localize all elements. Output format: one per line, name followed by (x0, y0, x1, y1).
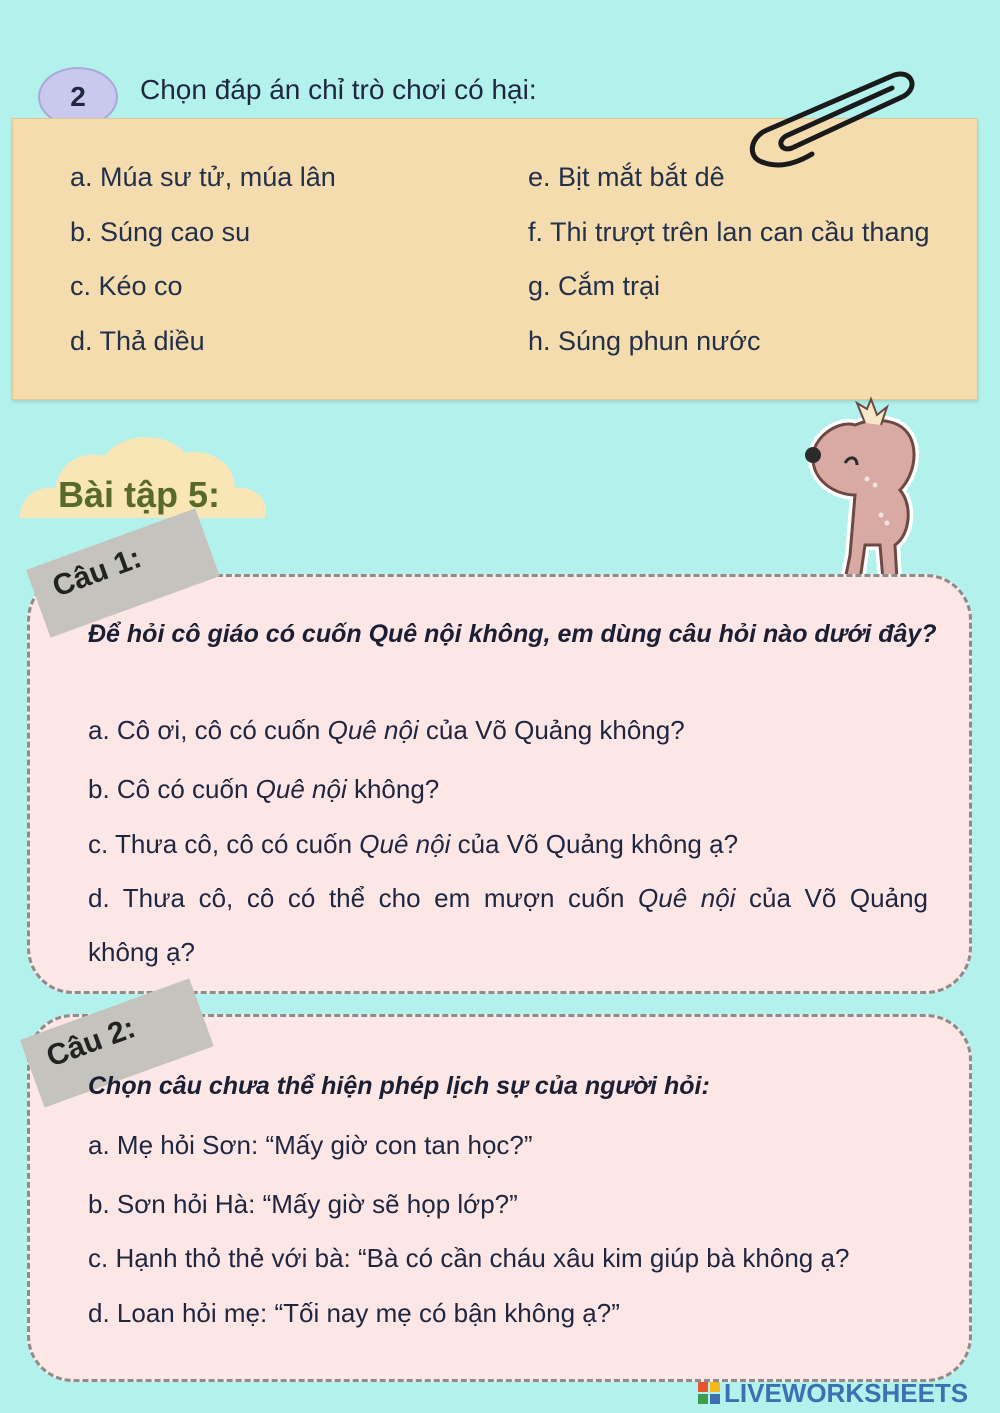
question-1-answer-d-line2: không ạ? (88, 937, 195, 967)
option-c[interactable]: c. Kéo co (70, 271, 183, 301)
question-2-label: Câu 2: (42, 1011, 140, 1074)
question-2-text: Chọn câu chưa thể hiện phép lịch sự của người hỏi: (88, 1072, 710, 1100)
book-title: Quê nội (255, 774, 347, 804)
option-f[interactable]: f. Thi trượt trên lan can cầu thang (528, 217, 930, 247)
question-1-text: Để hỏi cô giáo có cuốn Quê nội không, em dùng câu hỏi nào dưới đây? (88, 620, 937, 648)
question-1-answer-b[interactable] (88, 771, 439, 807)
question-1-label: Câu 1: (48, 541, 146, 604)
option-g[interactable]: g. Cắm trại (528, 271, 661, 301)
answer-text: của Võ Quảng (735, 883, 928, 913)
book-title: Quê nội (359, 829, 451, 859)
option-d[interactable]: d. Thả diều (70, 326, 205, 356)
option-b[interactable]: b. Súng cao su (70, 217, 251, 247)
answer-text: a. Cô ơi, cô có cuốn (88, 715, 328, 745)
question-1-answer-a[interactable] (88, 712, 685, 748)
question-2-answer-d[interactable]: d. Loan hỏi mẹ: “Tối nay mẹ có bận không ạ?” (88, 1298, 620, 1328)
question-1-answer-d[interactable] (88, 880, 928, 916)
option-e[interactable]: e. Bịt mắt bắt dê (528, 162, 725, 192)
liveworksheets-watermark: LIVEWORKSHEETS (724, 1378, 969, 1408)
book-title: Quê nội (638, 883, 736, 913)
liveworksheets-logo-icon (698, 1382, 720, 1404)
book-title: Quê nội (327, 715, 419, 745)
answer-text: của Võ Quảng không ạ? (450, 829, 739, 859)
answer-text: c. Thưa cô, cô có cuốn (88, 829, 360, 859)
question-2-answer-b[interactable]: b. Sơn hỏi Hà: “Mấy giờ sẽ họp lớp?” (88, 1189, 518, 1219)
question-number-badge: 2 (38, 67, 118, 127)
exercise-title: Bài tập 5: (58, 474, 221, 515)
question-2-answer-a[interactable]: a. Mẹ hỏi Sơn: “Mấy giờ con tan học?” (88, 1130, 533, 1160)
paperclip-icon (742, 62, 922, 182)
option-a[interactable]: a. Múa sư tử, múa lân (70, 162, 336, 192)
answer-text: d. Thưa cô, cô có thể cho em mượn cuốn (88, 883, 639, 913)
answer-text: của Võ Quảng không? (418, 715, 685, 745)
question-2-answer-c[interactable]: c. Hạnh thỏ thẻ với bà: “Bà có cần cháu xâu kim giúp bà không ạ? (88, 1243, 850, 1273)
answer-text: không? (346, 774, 440, 804)
deer-sticker-icon (795, 395, 945, 595)
section-2-title: Chọn đáp án chỉ trò chơi có hại: (140, 74, 537, 105)
option-h[interactable]: h. Súng phun nước (528, 326, 761, 356)
answer-text: b. Cô có cuốn (88, 774, 256, 804)
question-1-answer-c[interactable] (88, 826, 738, 862)
